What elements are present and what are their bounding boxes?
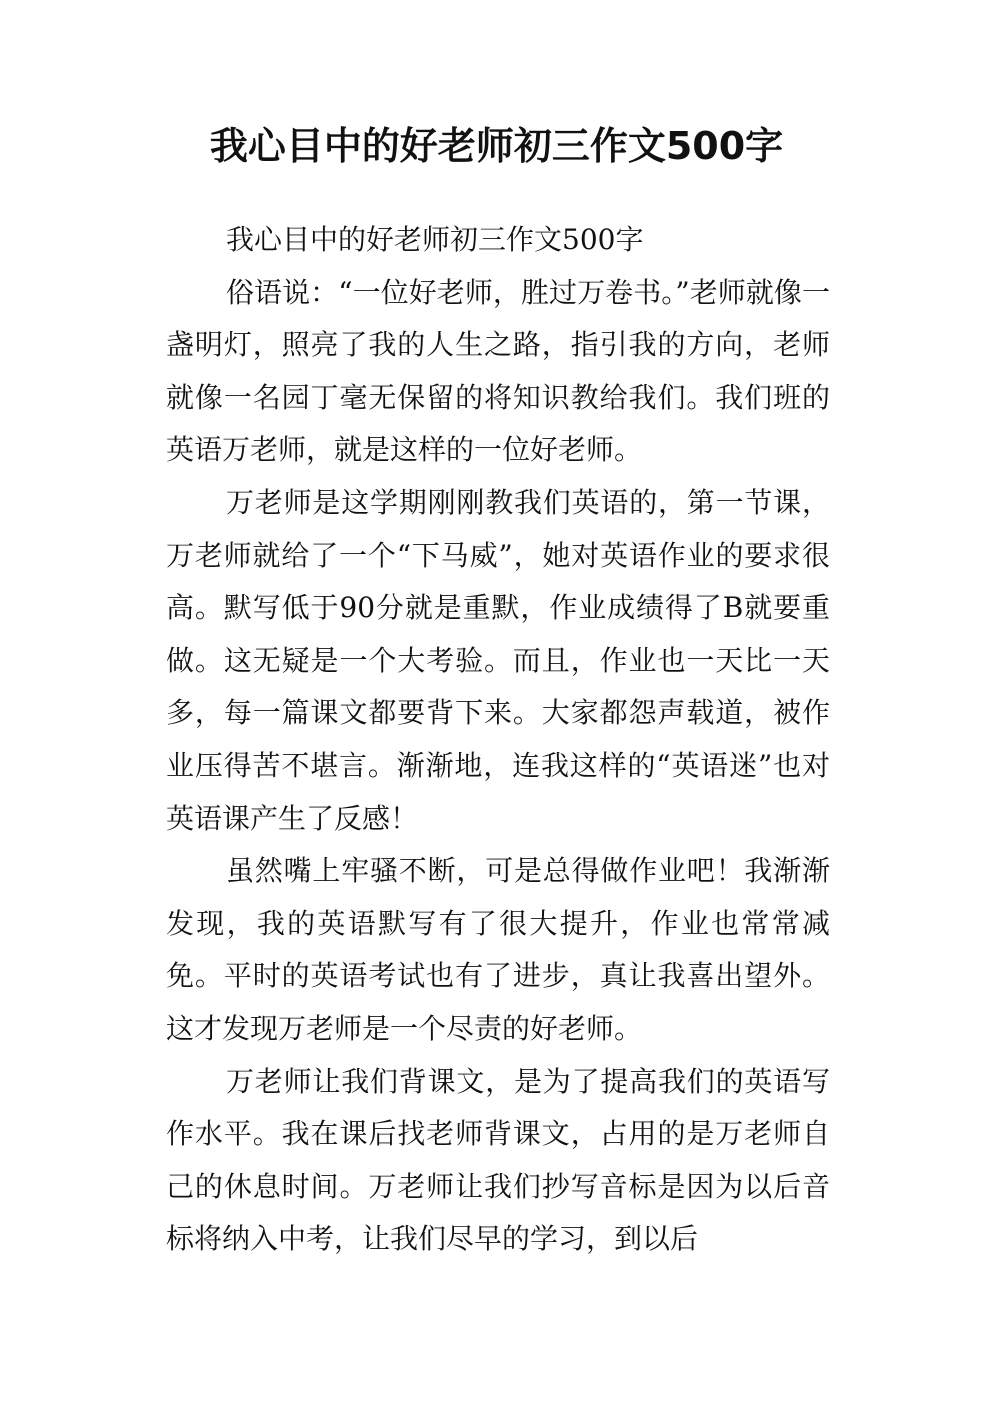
document-title: 我心目中的好老师初三作文500字 [209, 124, 784, 168]
subtitle-paragraph: 我心目中的好老师初三作文500字 [226, 223, 644, 256]
paragraph-4: 万老师让我们背课文，是为了提高我们的英语写作水平。我在课后找老师背课文，占用的是万老师自己的休息时间。万老师让我们抄写音标是因为以后音标将纳入中考，让我们尽早的学习，到以后 [166, 1064, 830, 1256]
document-body [166, 214, 830, 1266]
paragraph-3: 虽然嘴上牢骚不断，可是总得做作业吧！我渐渐发现，我的英语默写有了很大提升，作业也常常减免。平时的英语考试也有了进步，真让我喜出望外。这才发现万老师是一个尽责的好老师。 [166, 854, 830, 1045]
paragraph-2: 万老师是这学期刚刚教我们英语的，第一节课，万老师就给了一个“下马威”，她对英语作业的要求很高。默写低于90分就是重默，作业成绩得了B就要重做。这无疑是一个大考验。而且，作业也一天比一天多，每一篇课文都要背下来。大家都怨声载道，被作业压得苦不堪言。渐渐地，连我这样的“英语迷”也对英语课产生了反感！ [166, 485, 830, 835]
paragraph-1: 俗语说：“一位好老师，胜过万卷书。”老师就像一盏明灯，照亮了我的人生之路，指引我的方向，老师就像一名园丁毫无保留的将知识教给我们。我们班的英语万老师，就是这样的一位好老师。 [166, 275, 830, 467]
